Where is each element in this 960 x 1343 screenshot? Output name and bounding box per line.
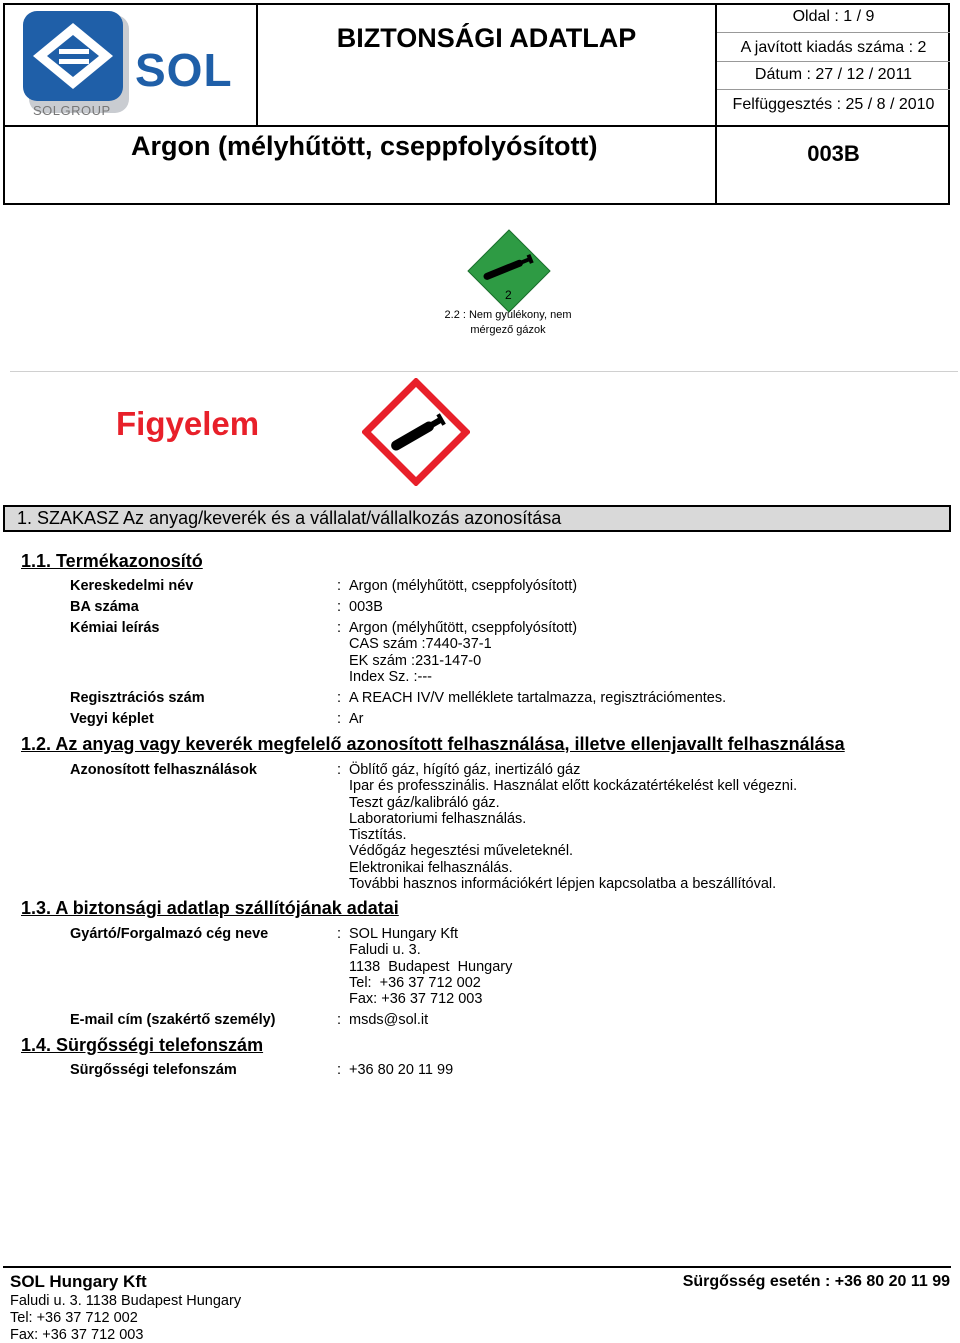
- product-name: Argon (mélyhűtött, cseppfolyósított): [131, 131, 598, 161]
- subsection-1-3-title: 1.3. A biztonsági adatlap szállítójának adatai: [21, 898, 399, 918]
- chemical-description-label: Kémiai leírás: [70, 620, 160, 636]
- subsection-1-1-title: 1.1. Termékazonosító: [21, 551, 203, 571]
- identified-uses-value: Öblítő gáz, hígító gáz, inertizáló gáz Ipar és professzinális. Használat előtt kockázatértékelést kell végezni. Teszt gáz/kalibráló gáz. Laboratoriumi felhasználás. Tisztítás. Védőgáz hegesztési műveleteknél. Elektronikai felhasználás. További hasznos információkért lépjen kapcsolatba a beszállítóval.: [349, 762, 798, 893]
- footer-fax: Fax: +36 37 712 003: [10, 1327, 144, 1343]
- colon: :: [337, 578, 342, 594]
- transport-caption-line: 2.2 : Nem gyúlékony, nem: [444, 309, 572, 321]
- chemical-formula-label: Vegyi képlet: [70, 711, 154, 727]
- page-number: Oldal : 1 / 9: [792, 8, 875, 25]
- supersedes-date: Felfüggesztés : 25 / 8 / 2010: [732, 96, 935, 113]
- footer-emergency: Sürgősség esetén : +36 80 20 11 99: [682, 1273, 950, 1290]
- document-title: BIZTONSÁGI ADATLAP: [336, 23, 637, 53]
- footer-rule: [3, 1266, 951, 1268]
- registration-number-label: Regisztrációs szám: [70, 690, 205, 706]
- transport-caption-line: mérgező gázok: [470, 324, 546, 336]
- email-label: E-mail cím (szakértő személy): [70, 1012, 276, 1028]
- separator: [10, 371, 958, 372]
- header-divider: [717, 89, 950, 90]
- ghs-pictogram: [362, 378, 470, 486]
- company-logo-text: SOL: [135, 44, 233, 96]
- identified-uses-label: Azonosított felhasználások: [70, 762, 257, 778]
- subsection-1-2-title: 1.2. Az anyag vagy keverék megfelelő azonosított felhasználása, illetve ellenjavallt felhasználása: [21, 734, 845, 754]
- colon: :: [337, 1012, 342, 1028]
- header-divider: [717, 61, 950, 62]
- transport-label-caption: [408, 308, 608, 338]
- company-group-text: SOLGROUP: [33, 103, 111, 118]
- colon: :: [337, 599, 342, 615]
- document-header: [3, 3, 950, 205]
- colon: :: [337, 1062, 342, 1078]
- colon: :: [337, 762, 342, 778]
- registration-number-value: A REACH IV/V melléklete tartalmazza, regisztrációmentes.: [349, 690, 727, 706]
- chemical-description-value: Argon (mélyhűtött, cseppfolyósított) CAS szám :7440-37-1 EK szám :231-147-0 Index Sz. :---: [349, 620, 578, 685]
- header-divider: [5, 125, 950, 127]
- supplier-details-value: SOL Hungary Kft Faludi u. 3. 1138 Budapest Hungary Tel: +36 37 712 002 Fax: +36 37 712 003: [349, 926, 513, 1008]
- colon: :: [337, 690, 342, 706]
- company-logo: [15, 9, 245, 121]
- trade-name-label: Kereskedelmi név: [70, 578, 194, 594]
- product-code: 003B: [807, 141, 860, 166]
- email-value[interactable]: msds@sol.it: [349, 1012, 429, 1028]
- issue-date: Dátum : 27 / 12 / 2011: [754, 66, 913, 83]
- subsection-1-4-title: 1.4. Sürgősségi telefonszám: [21, 1035, 264, 1055]
- footer-tel: Tel: +36 37 712 002: [10, 1310, 138, 1326]
- supplier-name-label: Gyártó/Forgalmazó cég neve: [70, 926, 269, 942]
- revision-number: A javított kiadás száma : 2: [740, 39, 927, 56]
- gas-cylinder-icon: [362, 378, 470, 486]
- section-1-heading: 1. SZAKASZ Az anyag/keverék és a vállalat/vállalkozás azonosítása: [3, 505, 951, 532]
- sds-number-label: BA száma: [70, 599, 139, 615]
- footer-company: SOL Hungary Kft: [10, 1272, 147, 1291]
- header-divider: [717, 32, 950, 33]
- sds-number-value: 003B: [349, 599, 383, 615]
- transport-class-number: 2: [505, 288, 512, 302]
- signal-word: Figyelem: [116, 405, 260, 442]
- chemical-formula-value: Ar: [349, 711, 364, 727]
- emergency-phone-value: +36 80 20 11 99: [349, 1062, 454, 1078]
- colon: :: [337, 926, 342, 942]
- colon: :: [337, 620, 342, 636]
- trade-name-value: Argon (mélyhűtött, cseppfolyósított): [349, 578, 578, 594]
- colon: :: [337, 711, 342, 727]
- transport-label: [466, 228, 552, 314]
- footer-address: Faludi u. 3. 1138 Budapest Hungary: [10, 1293, 242, 1309]
- emergency-phone-label: Sürgősségi telefonszám: [70, 1062, 237, 1078]
